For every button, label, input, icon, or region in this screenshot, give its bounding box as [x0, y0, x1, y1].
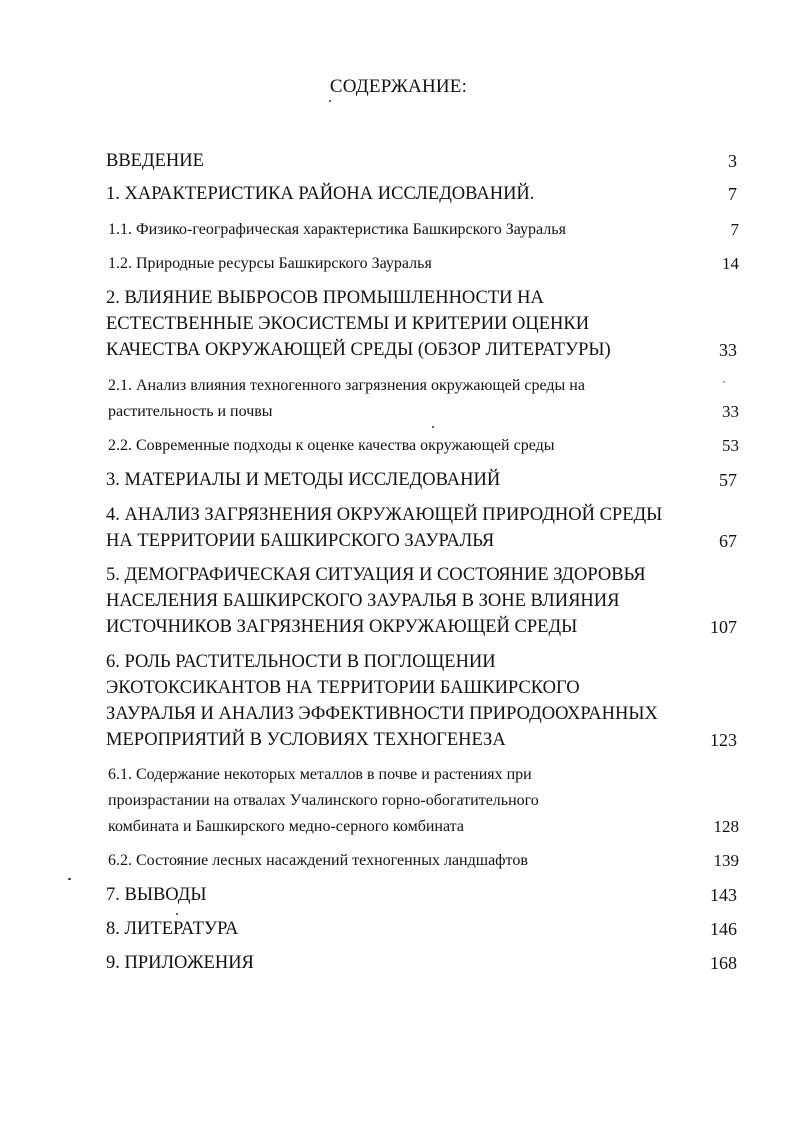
toc-entry-text: [108, 762, 688, 840]
toc-entry-line: ВВЕДЕНИЕ: [106, 151, 204, 171]
toc-page-number: 14: [722, 254, 739, 273]
toc-entry-line: комбината и Башкирского медно-серного комбината: [108, 818, 464, 835]
scan-speck: [432, 426, 434, 428]
scan-speck: [329, 100, 331, 102]
toc-entry: [106, 181, 740, 207]
toc-entry-text: [108, 217, 688, 243]
toc-entry-line: 5. ДЕМОГРАФИЧЕСКАЯ СИТУАЦИЯ И СОСТОЯНИЕ ЗДОРОВЬЯ: [106, 565, 646, 585]
toc-entry-text: [108, 433, 688, 459]
toc-entry-text: [106, 181, 686, 207]
toc-page-number: 139: [713, 851, 739, 870]
toc-entry: [106, 916, 740, 942]
toc-entry-text: [106, 882, 686, 908]
toc-entry: [106, 649, 740, 753]
toc-entry-text: [108, 848, 688, 874]
toc-entry-text: [106, 562, 686, 640]
toc-page-number: 7: [730, 220, 739, 239]
toc-page-number: 33: [719, 340, 737, 360]
toc-entry-line: 9. ПРИЛОЖЕНИЯ: [106, 953, 254, 973]
toc-entry-line: 2.2. Современные подходы к оценке качества окружающей среды: [108, 437, 555, 454]
toc-entry-line: 7. ВЫВОДЫ: [106, 885, 207, 905]
toc-entry-line: 6. РОЛЬ РАСТИТЕЛЬНОСТИ В ПОГЛОЩЕНИИ: [106, 652, 496, 672]
toc-page-number: 7: [728, 184, 737, 204]
toc-entry-line: КАЧЕСТВА ОКРУЖАЮЩЕЙ СРЕДЫ (ОБЗОР ЛИТЕРАТУРЫ): [106, 340, 611, 360]
toc-page-number: 128: [713, 817, 739, 836]
toc-entry: [108, 433, 742, 459]
toc-entry-line: 4. АНАЛИЗ ЗАГРЯЗНЕНИЯ ОКРУЖАЮЩЕЙ ПРИРОДНОЙ СРЕДЫ: [106, 505, 663, 525]
toc-entry-line: растительность и почвы: [108, 403, 273, 420]
toc-entry: [106, 950, 740, 976]
toc-entry-text: [106, 649, 686, 753]
toc-entry-line: ЭКОТОКСИКАНТОВ НА ТЕРРИТОРИИ БАШКИРСКОГО: [106, 678, 580, 698]
toc-entry-line: 1.1. Физико-географическая характеристика Башкирского Зауралья: [108, 221, 566, 238]
toc-entry: [108, 217, 742, 243]
toc-entry: [106, 148, 740, 174]
scan-speck: [68, 878, 71, 880]
toc-entry-line: 3. МАТЕРИАЛЫ И МЕТОДЫ ИССЛЕДОВАНИЙ: [106, 470, 501, 490]
toc-entry: [106, 502, 740, 554]
toc-entry-line: 8. ЛИТЕРАТУРА: [106, 919, 239, 939]
toc-page-number: 3: [728, 151, 737, 171]
toc-entry-text: [108, 373, 688, 425]
toc-page-number: 57: [719, 470, 737, 490]
page-title: СОДЕРЖАНИЕ:: [329, 76, 468, 97]
toc-entry: [108, 251, 742, 277]
toc-entry-line: 1. ХАРАКТЕРИСТИКА РАЙОНА ИССЛЕДОВАНИЙ.: [106, 184, 535, 204]
toc-entry-line: 6.2. Состояние лесных насаждений техногенных ландшафтов: [108, 852, 528, 869]
toc-entry: [106, 467, 740, 493]
toc-entry-text: [106, 148, 686, 174]
toc-page-number: 123: [710, 730, 737, 750]
toc-entry-text: [106, 916, 686, 942]
toc-entry-line: НАСЕЛЕНИЯ БАШКИРСКОГО ЗАУРАЛЬЯ В ЗОНЕ ВЛИЯНИЯ: [106, 591, 620, 611]
toc-page-number: 143: [710, 885, 737, 905]
toc-entry-line: 6.1. Содержание некоторых металлов в почве и растениях при: [108, 766, 532, 783]
toc-page-number: 33: [722, 402, 739, 421]
toc-entry-line: 1.2. Природные ресурсы Башкирского Зауралья: [108, 255, 432, 272]
toc-entry-line: ЗАУРАЛЬЯ И АНАЛИЗ ЭФФЕКТИВНОСТИ ПРИРОДООХРАННЫХ: [106, 704, 658, 724]
toc-entry-line: ИСТОЧНИКОВ ЗАГРЯЗНЕНИЯ ОКРУЖАЮЩЕЙ СРЕДЫ: [106, 617, 578, 637]
toc-entry-text: [106, 950, 686, 976]
toc-entry: [106, 562, 740, 640]
toc-page-number: 67: [719, 531, 737, 551]
toc-entry-text: [106, 502, 686, 554]
toc-entry: [106, 285, 740, 363]
toc-entry-line: ЕСТЕСТВЕННЫЕ ЭКОСИСТЕМЫ И КРИТЕРИИ ОЦЕНКИ: [106, 314, 590, 334]
toc-page-number: 168: [710, 953, 737, 973]
toc-entry-text: [108, 251, 688, 277]
toc-page-number: 53: [722, 436, 739, 455]
toc-entry: [106, 882, 740, 908]
scan-speck: [723, 381, 725, 383]
toc-page-number: 146: [710, 919, 737, 939]
toc-entry-text: [106, 285, 686, 363]
toc-entry: [108, 848, 742, 874]
toc-entry: [108, 762, 742, 840]
scan-speck: [176, 913, 178, 915]
toc-entry-line: НА ТЕРРИТОРИИ БАШКИРСКОГО ЗАУРАЛЬЯ: [106, 531, 495, 551]
toc-entry-line: 2.1. Анализ влияния техногенного загрязнения окружающей среды на: [108, 377, 585, 394]
toc-page-number: 107: [710, 617, 737, 637]
toc-entry-line: произрастании на отвалах Учалинского горно-обогатительного: [108, 792, 539, 809]
toc-entry-line: 2. ВЛИЯНИЕ ВЫБРОСОВ ПРОМЫШЛЕННОСТИ НА: [106, 288, 544, 308]
toc-entry: [108, 373, 742, 425]
toc-entry-text: [106, 467, 686, 493]
toc-entry-line: МЕРОПРИЯТИЙ В УСЛОВИЯХ ТЕХНОГЕНЕЗА: [106, 730, 506, 750]
